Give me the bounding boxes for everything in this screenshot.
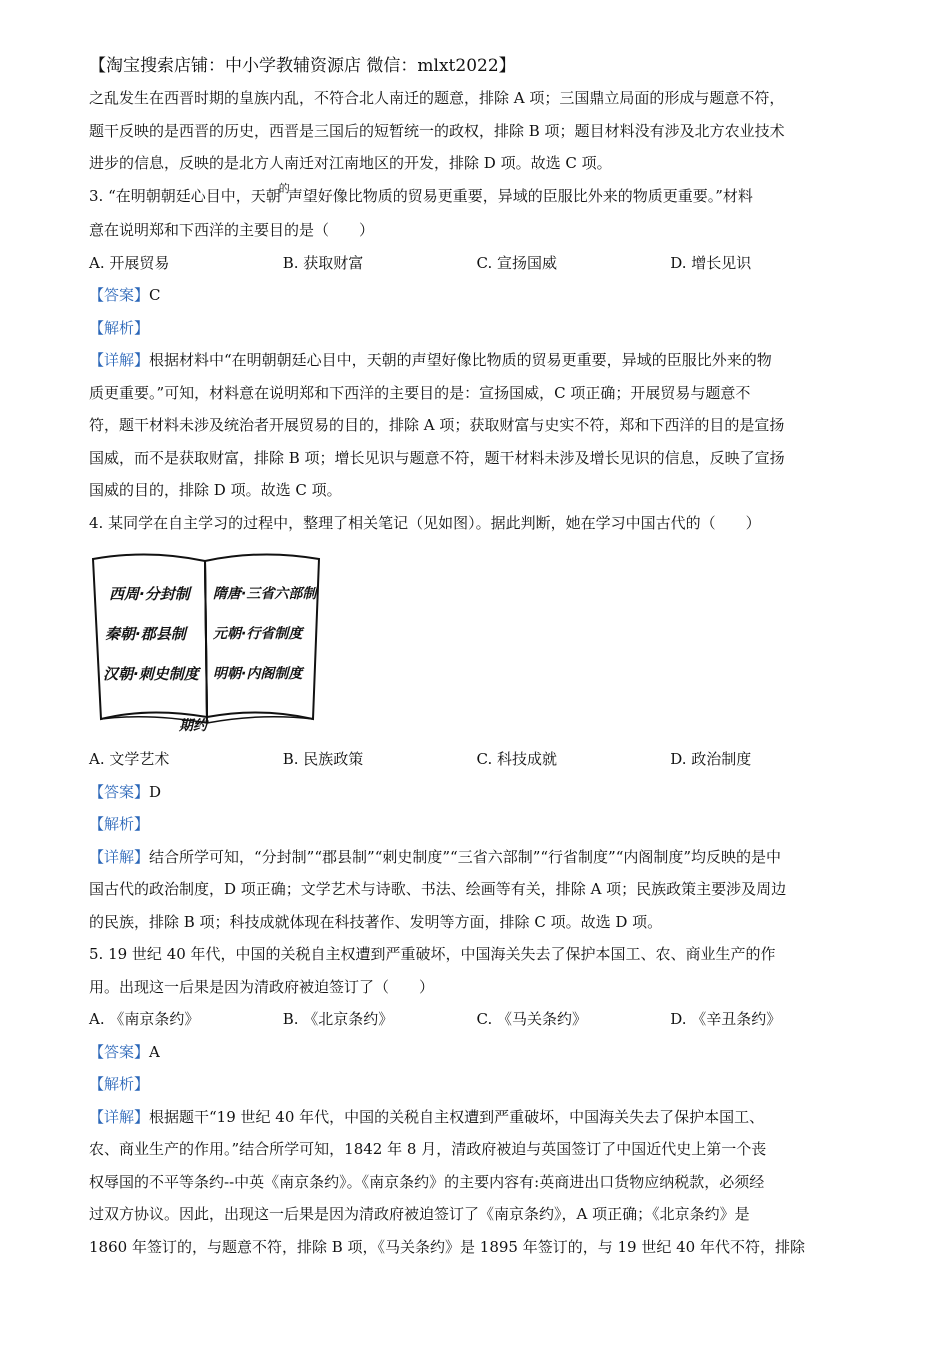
q3-stem-part: 3. “在明朝朝廷心目中，天朝 — [89, 186, 281, 205]
q4-answer — [89, 776, 864, 809]
detail-tag: 【详解】 — [89, 1107, 150, 1126]
q5-option-c: C. 《马关条约》 — [476, 1010, 587, 1028]
notebook-right-entry: 隋唐·三省六部制 — [213, 586, 317, 602]
q3-option-b: B. 获取财富 — [282, 253, 364, 272]
q3-stem-insert: 的 — [278, 181, 290, 195]
answer-tag: 【答案】 — [89, 286, 150, 304]
q2-analysis-tail — [89, 82, 864, 180]
q3-detail-line: 国威，而不是获取财富，排除 B 项；增长见识与题意不符，题干材料未涉及增长见识的信息，反映了宣扬 — [89, 448, 785, 467]
analysis-tag: 【解析】 — [89, 815, 150, 833]
q4-detail-line — [89, 841, 864, 874]
q4-stem — [89, 507, 864, 540]
q4-option-b: B. 民族政策 — [282, 750, 364, 768]
notebook-right-entry: 元朝·行省制度 — [213, 626, 303, 642]
answer-value: A — [149, 1042, 160, 1061]
shop-banner: 【淘宝搜索店铺：中小学教辅资源店 微信：mlxt2022】 — [89, 56, 516, 76]
q5-stem — [89, 938, 864, 1003]
q5-detail-line: 权辱国的不平等条约--中英《南京条约》。《南京条约》的主要内容有:英商进出口货物应纳税款，必须经 — [89, 1172, 765, 1191]
q5-stem-line: 用。出现这一后果是因为清政府被迫签订了（ ） — [89, 977, 435, 996]
q4-options — [89, 743, 864, 776]
q2-tail-line: 之乱发生在西晋时期的皇族内乱，不符合北人南迁的题意，排除 A 项；三国鼎立局面的形成与题意不符， — [89, 89, 785, 107]
q4-detail-text: 结合所学可知，“分封制”“郡县制”“刺史制度”“三省六部制”“行省制度”“内阁制度”均反映的是中 — [149, 847, 782, 866]
q5-detail-line: 过双方协议。因此，出现这一后果是因为清政府被迫签订了《南京条约》，A 项正确；《北京条约》是 — [89, 1205, 750, 1223]
q3-stem-line — [89, 180, 864, 215]
answer-tag: 【答案】 — [89, 1042, 150, 1061]
notebook-caption: 期约 — [179, 718, 207, 734]
q3-answer — [89, 279, 864, 312]
q3-option-a: A. 开展贸易 — [89, 253, 170, 272]
q4-option-d: D. 政治制度 — [670, 750, 752, 768]
answer-value: C — [149, 286, 161, 304]
q4-detail-line: 的民族，排除 B 项；科技成就体现在科技著作、发明等方面，排除 C 项。故选 D 项。 — [89, 912, 663, 931]
q3-detail-line: 国威的目的，排除 D 项。故选 C 项。 — [89, 481, 342, 499]
answer-tag: 【答案】 — [89, 782, 150, 801]
q2-tail-line: 题干反映的是西晋的历史，西晋是三国后的短暂统一的政权，排除 B 项；题目材料没有涉及北方农业技术 — [89, 121, 785, 140]
q3-stem — [89, 180, 864, 247]
q5-detail — [89, 1101, 864, 1264]
q4-analysis-heading — [89, 808, 864, 841]
q4-stem-line: 4. 某同学在自主学习的过程中，整理了相关笔记（见如图）。据此判断，她在学习中国古代的（ ） — [89, 513, 761, 532]
answer-value: D — [149, 782, 162, 801]
detail-tag: 【详解】 — [89, 351, 150, 369]
q3-option-d: D. 增长见识 — [670, 253, 752, 272]
q5-options — [89, 1003, 864, 1036]
q5-detail-text: 根据题干“19 世纪 40 年代，中国的关税自主权遭到严重破坏，中国海关失去了保护本国工、 — [149, 1107, 765, 1126]
q5-detail-line: 1860 年签订的，与题意不符，排除 B 项，《马关条约》是 1895 年签订的，与 19 世纪 40 年代不符，排除 — [89, 1237, 805, 1256]
q2-tail-line: 进步的信息，反映的是北方人南迁对江南地区的开发，排除 D 项。故选 C 项。 — [89, 154, 612, 172]
notebook-left-entry: 西周·分封制 — [109, 585, 190, 603]
q3-detail — [89, 344, 864, 507]
q4-option-c: C. 科技成就 — [476, 750, 557, 768]
q3-stem-part: 声望好像比物质的贸易更重要，异域的臣服比外来的物质更重要。”材料 — [287, 186, 753, 205]
q4-detail-line: 国古代的政治制度，D 项正确；文学艺术与诗歌、书法、绘画等有关，排除 A 项；民族政策主要涉及周边 — [89, 880, 787, 898]
q3-detail-text: 根据材料中“在明朝朝廷心目中，天朝的声望好像比物质的贸易更重要，异域的臣服比外来的物 — [149, 351, 772, 369]
q5-answer — [89, 1036, 864, 1069]
q3-option-c: C. 宣扬国威 — [476, 253, 557, 272]
detail-tag: 【详解】 — [89, 847, 150, 866]
notebook-left-entry: 汉朝·刺史制度 — [103, 665, 199, 683]
notebook-left-entry: 秦朝·郡县制 — [105, 625, 186, 643]
analysis-tag: 【解析】 — [89, 1075, 150, 1093]
q4-option-a: A. 文学艺术 — [89, 750, 170, 768]
q5-detail-line: 农、商业生产的作用。”结合所学可知，1842 年 8 月，清政府被迫与英国签订了中国近代史上第一个丧 — [89, 1140, 767, 1158]
q3-stem-line: 意在说明郑和下西洋的主要目的是（ ） — [89, 221, 375, 239]
q4-detail — [89, 841, 864, 939]
q3-options — [89, 247, 864, 280]
q3-detail-line: 符，题干材料未涉及统治者开展贸易的目的，排除 A 项；获取财富与史实不符，郑和下西洋的目的是宣扬 — [89, 416, 785, 434]
q5-option-b: B. 《北京条约》 — [282, 1010, 394, 1028]
notebook-right-entry: 明朝·内阁制度 — [213, 666, 303, 682]
q5-option-a: A. 《南京条约》 — [89, 1010, 200, 1028]
q3-detail-line — [89, 344, 864, 377]
notebook-figure — [89, 547, 329, 737]
q5-detail-line — [89, 1101, 864, 1134]
q5-stem-line: 5. 19 世纪 40 年代，中国的关税自主权遭到严重破坏，中国海关失去了保护本国工、农、商业生产的作 — [89, 945, 776, 963]
document-page — [89, 52, 864, 1263]
q5-option-d: D. 《辛丑条约》 — [670, 1010, 782, 1028]
q5-analysis-heading — [89, 1068, 864, 1101]
q3-detail-line: 质更重要。”可知，材料意在说明郑和下西洋的主要目的是：宣扬国威，C 项正确；开展贸易与题意不 — [89, 383, 751, 402]
analysis-tag: 【解析】 — [89, 318, 150, 337]
q3-analysis-heading — [89, 312, 864, 345]
